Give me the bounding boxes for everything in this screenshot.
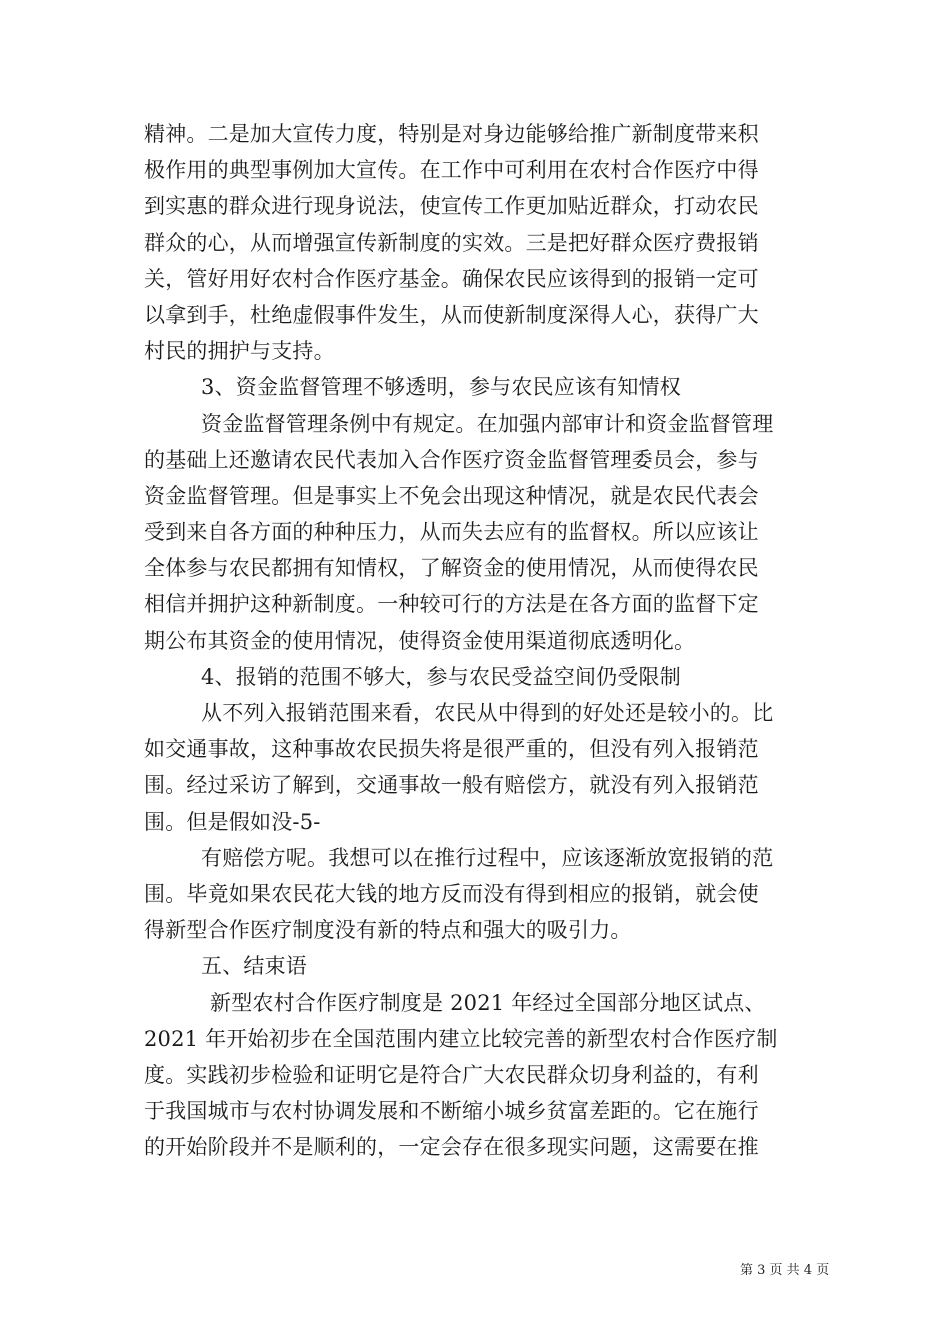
text-line: 2021 年开始初步在全国范围内建立比较完善的新型农村合作医疗制 (144, 1026, 778, 1051)
text-line: 新型农村合作医疗制度是 2021 年经过全国部分地区试点、 (210, 990, 766, 1015)
text-line: 到实惠的群众进行现身说法，使宣传工作更加贴近群众，打动农民 (144, 194, 759, 219)
text-line: 围。经过采访了解到，交通事故一般有赔偿方，就没有列入报销范 (144, 773, 759, 798)
text-line: 资金监督管理条例中有规定。在加强内部审计和资金监督管理 (201, 411, 774, 436)
document-body (144, 116, 814, 1165)
text-line: 村民的拥护与支持。 (144, 339, 335, 364)
text-line: 全体参与农民都拥有知情权，了解资金的使用情况，从而使得农民 (144, 556, 759, 581)
text-line: 于我国城市与农村协调发展和不断缩小城乡贫富差距的。它在施行 (144, 1099, 759, 1124)
text-line: 如交通事故，这种事故农民损失将是很严重的，但没有列入报销范 (144, 737, 759, 762)
text-line: 以拿到手，杜绝虚假事件发生，从而使新制度深得人心，获得广大 (144, 302, 759, 327)
text-line: 受到来自各方面的种种压力，从而失去应有的监督权。所以应该让 (144, 520, 759, 545)
section-heading: 五、结束语 (201, 954, 307, 979)
text-line: 的基础上还邀请农民代表加入合作医疗资金监督管理委员会，参与 (144, 447, 759, 472)
text-line: 围。但是假如没-5- (144, 809, 321, 834)
text-line: 精神。二是加大宣传力度，特别是对身边能够给推广新制度带来积 (144, 122, 759, 146)
text-line: 有赔偿方呢。我想可以在推行过程中，应该逐渐放宽报销的范 (201, 845, 774, 870)
text-line: 度。实践初步检验和证明它是符合广大农民群众切身利益的，有利 (144, 1062, 759, 1087)
section-heading: 4、报销的范围不够大，参与农民受益空间仍受限制 (201, 664, 681, 689)
text-line: 资金监督管理。但是事实上不免会出现这种情况，就是农民代表会 (144, 483, 759, 508)
text-line: 群众的心，从而增强宣传新制度的实效。三是把好群众医疗费报销 (144, 230, 759, 255)
text-line: 得新型合作医疗制度没有新的特点和强大的吸引力。 (144, 918, 632, 943)
text-line: 关，管好用好农村合作医疗基金。确保农民应该得到的报销一定可 (144, 266, 759, 291)
text-line: 围。毕竟如果农民花大钱的地方反而没有得到相应的报销，就会使 (144, 881, 759, 906)
text-line: 从不列入报销范围来看，农民从中得到的好处还是较小的。比 (201, 701, 774, 725)
page-number-footer: 第 3 页 共 4 页 (740, 1263, 830, 1278)
text-line: 期公布其资金的使用情况，使得资金使用渠道彻底透明化。 (144, 628, 696, 653)
text-line: 极作用的典型事例加大宣传。在工作中可利用在农村合作医疗中得 (144, 158, 759, 183)
text-line: 的开始阶段并不是顺利的，一定会存在很多现实问题，这需要在推 (144, 1135, 759, 1160)
text-line: 相信并拥护这种新制度。一种较可行的方法是在各方面的监督下定 (144, 592, 759, 617)
section-heading: 3、资金监督管理不够透明，参与农民应该有知情权 (201, 375, 681, 400)
